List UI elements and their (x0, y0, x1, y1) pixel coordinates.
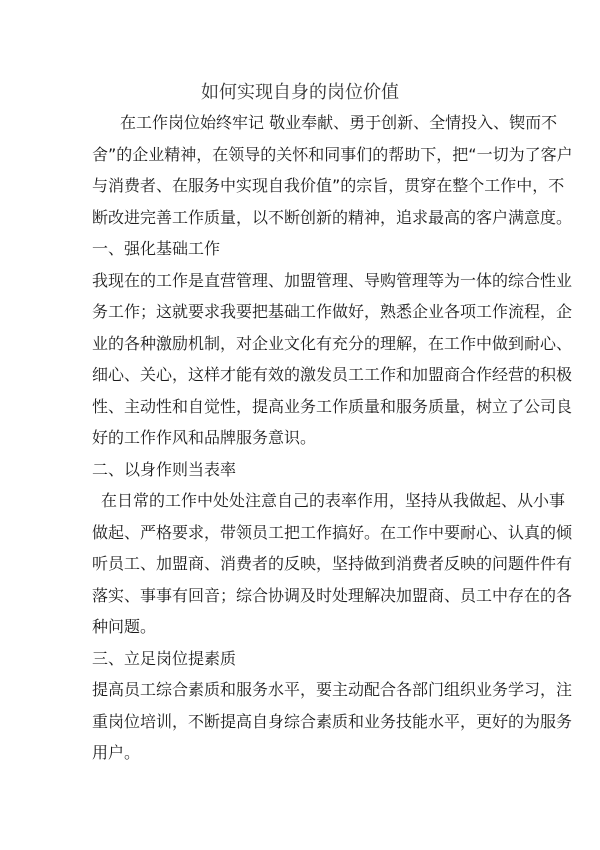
text-line: 细心、关心，这样才能有效的激发员工工作和加盟商合作经营的积极 (92, 365, 573, 384)
text-line: 务工作；这就要求我要把基础工作做好，熟悉企业各项工作流程，企 (92, 302, 573, 321)
text-line: 提高员工综合素质和服务水平，要主动配合各部门组织业务学习，注 (92, 680, 573, 699)
text-line: 做起、严格要求，带领员工把工作搞好。在工作中要耐心、认真的倾 (92, 522, 573, 542)
section-2 (92, 454, 573, 643)
text-line: 在工作岗位始终牢记 敬业奉献、勇于创新、全情投入、锲而不 (120, 113, 558, 132)
text-line: 断改进完善工作质量，以不断创新的精神，追求最高的客户满意度。 (92, 207, 573, 227)
text-line: 业的各种激励机制，对企业文化有充分的理解，在工作中做到耐心、 (92, 333, 573, 353)
document-title: 如何实现自身的岗位价值 (201, 82, 399, 103)
text-line: 舍”的企业精神，在领导的关怀和同事们的帮助下，把“一切为了客户 (92, 144, 573, 164)
text-line: 我现在的工作是直营管理、加盟管理、导购管理等为一体的综合性业 (92, 270, 573, 290)
text-line: 落实、事事有回音；综合协调及时处理解决加盟商、员工中存在的各 (92, 585, 573, 605)
text-line: 性、主动性和自觉性，提高业务工作质量和服务质量，树立了公司良 (92, 396, 573, 416)
text-line: 听员工、加盟商、消费者的反映，坚持做到消费者反映的问题件件有 (92, 554, 573, 573)
section-1 (92, 233, 573, 454)
text-line: 重岗位培训，不断提高自身综合素质和业务技能水平，更好的为服务 (92, 711, 573, 731)
document-body (92, 107, 573, 769)
section-heading: 二、以身作则当表率 (92, 459, 237, 479)
text-line: 在日常的工作中处处注意自己的表率作用，坚持从我做起、从小事 (101, 491, 566, 510)
text-line: 好的工作作风和品牌服务意识。 (92, 428, 317, 447)
text-line: 与消费者、在服务中实现自我价值”的宗旨，贯穿在整个工作中，不 (92, 176, 565, 195)
section-heading: 三、立足岗位提素质 (92, 648, 237, 668)
intro-paragraph (92, 107, 573, 233)
section-3 (92, 643, 573, 769)
section-heading: 一、强化基础工作 (92, 239, 221, 258)
text-line: 用户。 (92, 743, 141, 762)
text-line: 种问题。 (92, 617, 157, 636)
